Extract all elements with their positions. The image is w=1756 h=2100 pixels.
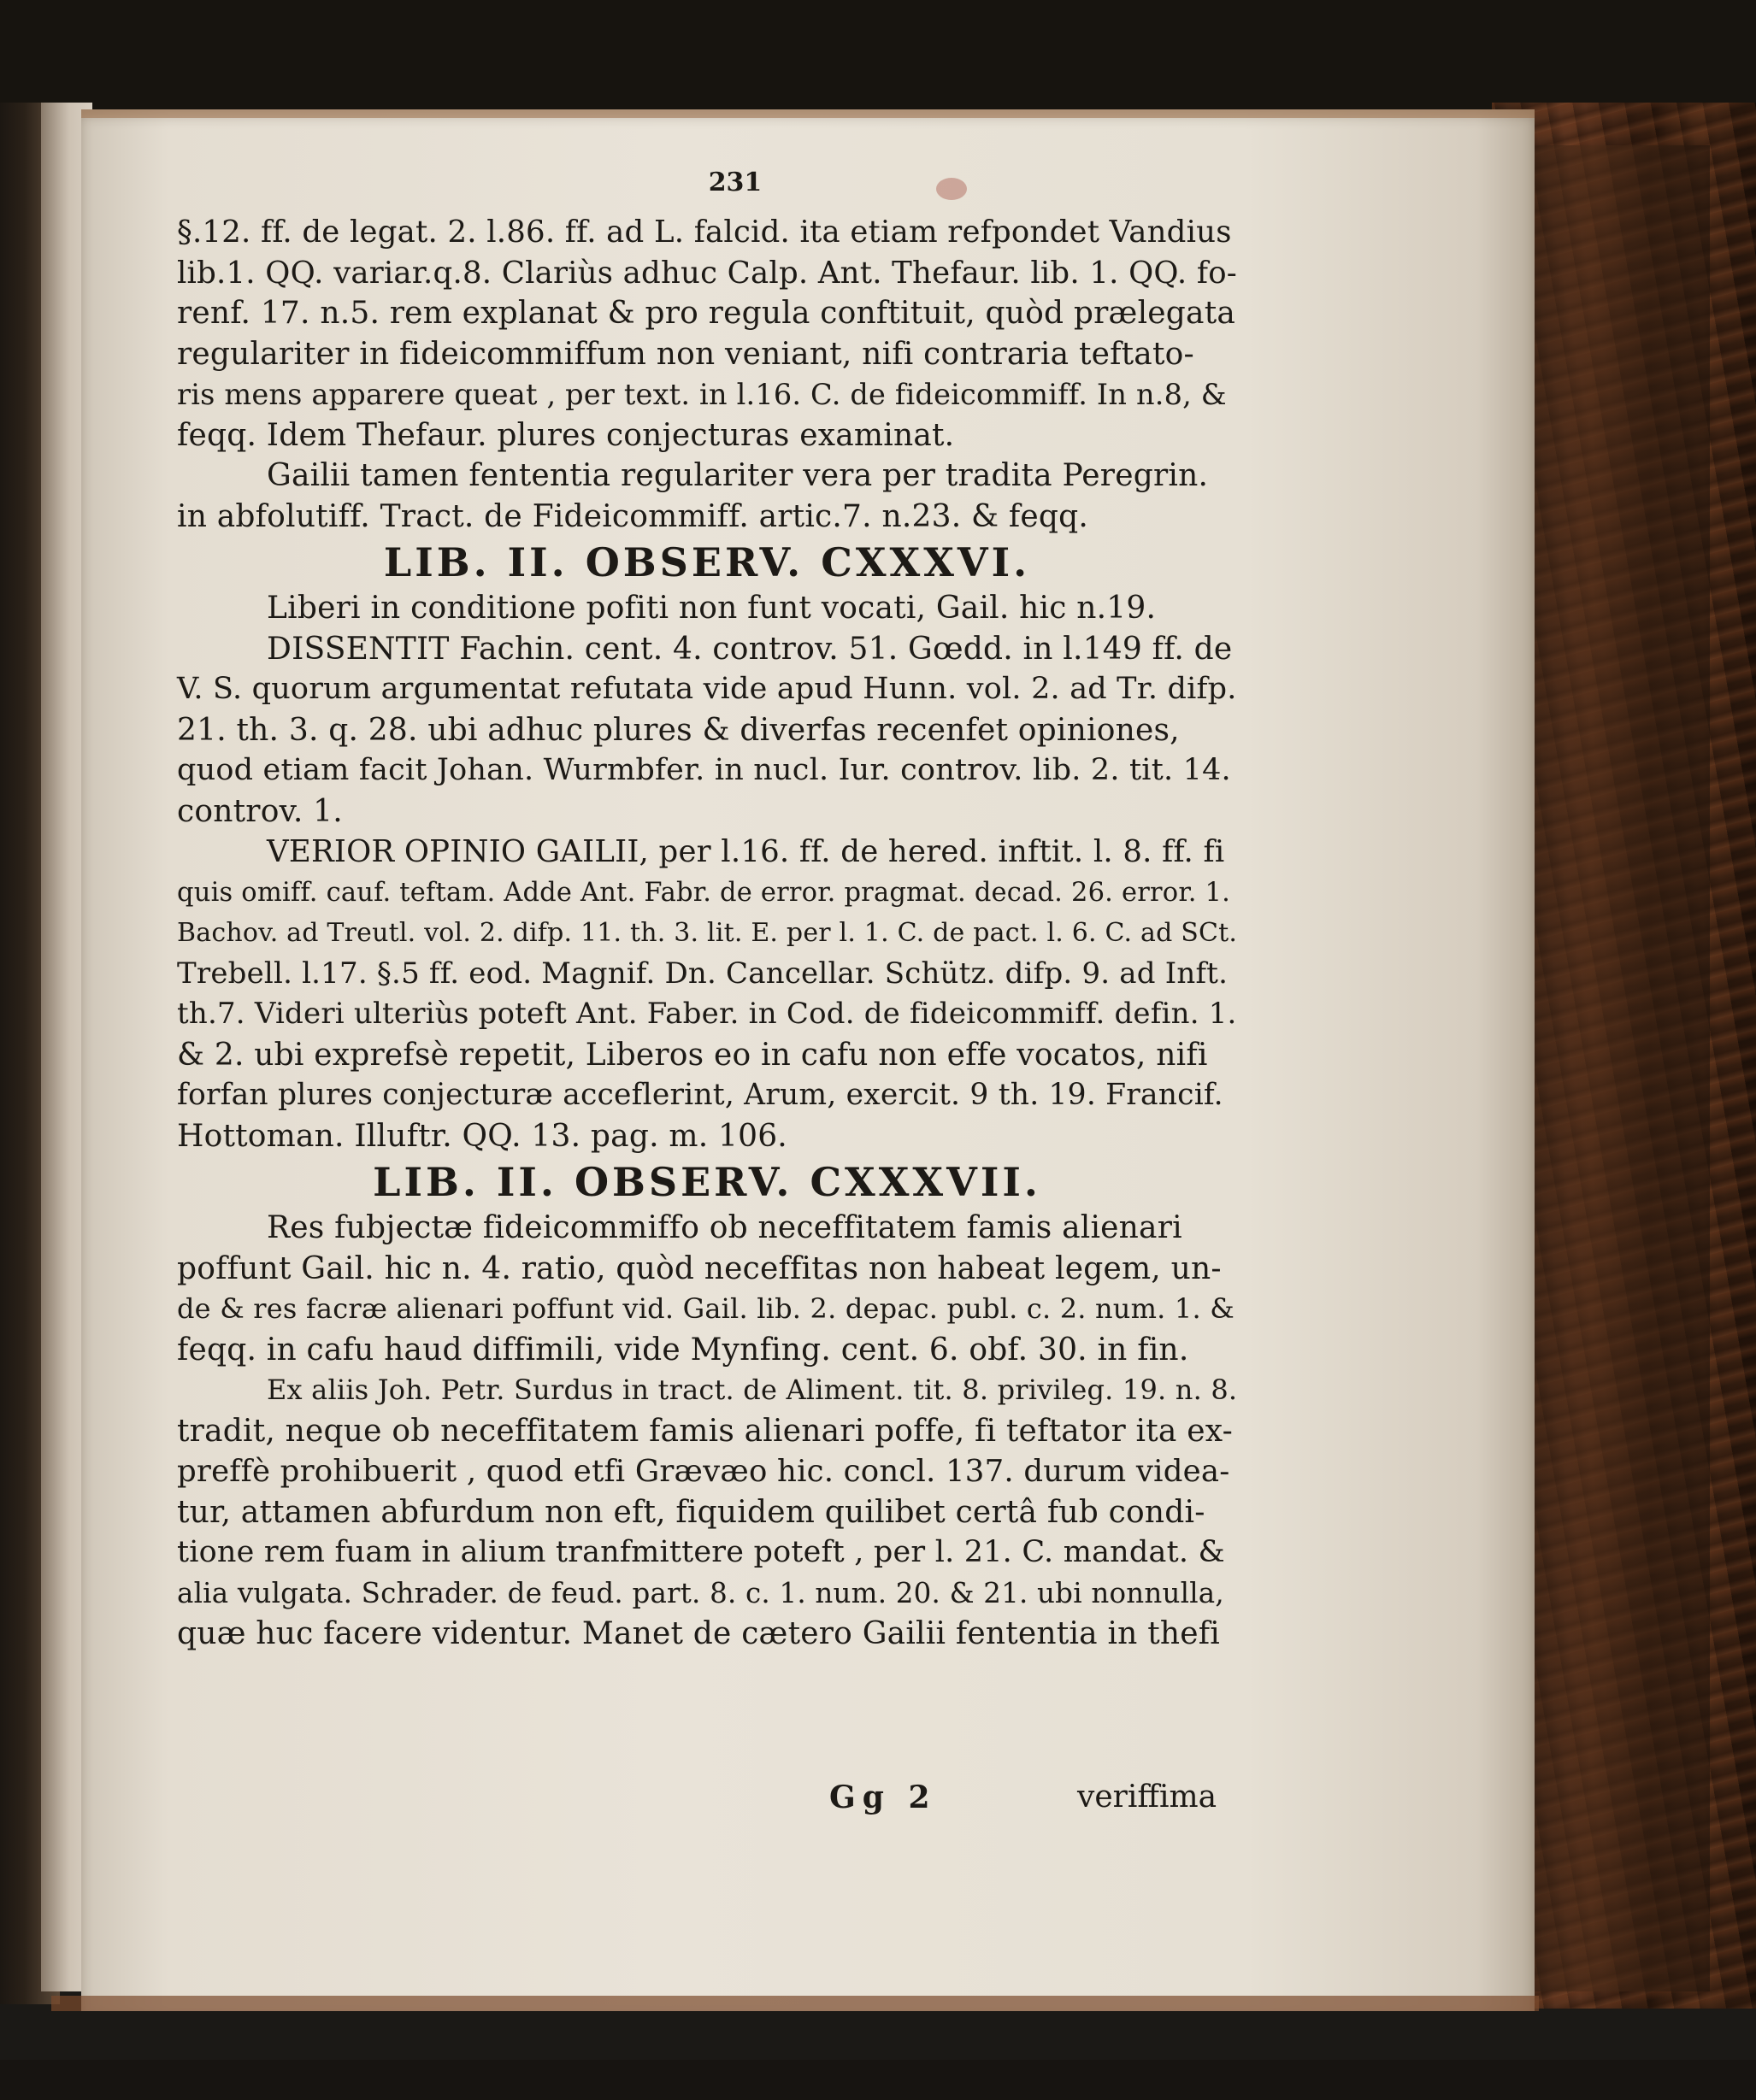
text-line: controv. 1. — [177, 793, 343, 829]
page-text — [177, 212, 1237, 1655]
text-line: Ex aliis Joh. Petr. Surdus in tract. de Aliment. tit. 8. privileg. 19. n. 8. — [267, 1374, 1238, 1406]
text-line: Trebell. l.17. §.5 ff. eod. Magnif. Dn. Cancellar. Schütz. difp. 9. ad Inft. — [177, 956, 1229, 991]
text-line: Gailii tamen fententia regulariter vera per tradita Peregrin. — [267, 458, 1209, 493]
text-line: V. S. quorum argumentat refutata vide apud Hunn. vol. 2. ad Tr. difp. — [177, 672, 1237, 706]
text-line: quæ huc facere videntur. Manet de cætero Gailii fententia in thefi — [177, 1616, 1221, 1651]
text-line: tione rem fuam in alium tranfmittere poteft , per l. 21. C. mandat. & — [177, 1535, 1225, 1569]
text-line: Res fubjectæ fideicommiffo ob neceffitatem famis alienari — [267, 1210, 1182, 1245]
background-bottom — [0, 2060, 1756, 2100]
page-number: 231 — [708, 168, 763, 197]
text-line: quis omiff. cauf. teftam. Adde Ant. Fabr. de error. pragmat. decad. 26. error. 1. — [177, 877, 1231, 908]
page-top-edge — [81, 109, 1535, 118]
text-line: th.7. Videri ulteriùs poteft Ant. Faber. in Cod. de fideicommiff. defin. 1. — [177, 997, 1237, 1031]
ink-stain — [936, 178, 967, 200]
text-line: tradit, neque ob neceffitatem famis alienari poffe, fi teftator ita ex- — [177, 1413, 1233, 1449]
text-line: poffunt Gail. hic n. 4. ratio, quòd neceffitas non habeat legem, un- — [177, 1250, 1222, 1286]
text-line: VERIOR OPINIO GAILII, per l.16. ff. de hered. inftit. l. 8. ff. fi — [267, 834, 1225, 869]
text-line: 21. th. 3. q. 28. ubi adhuc plures & diverfas recenfet opiniones, — [177, 712, 1180, 748]
text-line: Bachov. ad Treutl. vol. 2. difp. 11. th. 3. lit. E. per l. 1. C. de pact. l. 6. C. ad SCt. — [177, 918, 1238, 948]
cover-texture — [1513, 145, 1710, 1991]
text-line: alia vulgata. Schrader. de feud. part. 8. c. 1. num. 20. & 21. ubi nonnulla, — [177, 1576, 1224, 1609]
text-line: quod etiam facit Johan. Wurmbfer. in nucl. Iur. controv. lib. 2. tit. 14. — [177, 753, 1231, 787]
text-line: Liberi in conditione pofiti non funt vocati, Gail. hic n.19. — [267, 591, 1157, 626]
text-line: forfan plures conjecturæ acceflerint, Arum, exercit. 9 th. 19. Francif. — [177, 1078, 1223, 1112]
text-line: §.12. ff. de legat. 2. l.86. ff. ad L. falcid. ita etiam refpondet Vandius — [177, 215, 1232, 250]
signature-mark: Gg 2 — [829, 1779, 937, 1815]
page-bottom-edge — [51, 1996, 1539, 2011]
text-line: ris mens apparere queat , per text. in l.16. C. de fideicommiff. In n.8, & — [177, 378, 1227, 411]
text-line: & 2. ubi exprefsè repetit, Liberos eo in cafu non effe vocatos, nifi — [177, 1037, 1208, 1073]
text-line: feqq. Idem Thefaur. plures conjecturas examinat. — [177, 417, 955, 453]
text-line: tur, attamen abfurdum non eft, fiquidem quilibet certâ fub condi- — [177, 1494, 1205, 1530]
observation-heading: LIB. II. OBSERV. CXXXVI. — [383, 539, 1031, 585]
background-top — [0, 0, 1756, 111]
text-line: preffè prohibuerit , quod etfi Grævæo hic. concl. 137. durum videa- — [177, 1454, 1230, 1489]
text-line: de & res facræ alienari poffunt vid. Gail. lib. 2. depac. publ. c. 2. num. 1. & — [177, 1292, 1235, 1325]
text-line: Hottoman. Illuftr. QQ. 13. pag. m. 106. — [177, 1118, 787, 1154]
text-line: in abfolutiff. Tract. de Fideicommiff. artic.7. n.23. & feqq. — [177, 498, 1089, 534]
text-line: regulariter in fideicommiffum non veniant, nifi contraria teftato- — [177, 336, 1194, 372]
text-line: lib.1. QQ. variar.q.8. Clariùs adhuc Calp. Ant. Thefaur. lib. 1. QQ. fo- — [177, 255, 1237, 291]
text-line: renf. 17. n.5. rem explanat & pro regula conftituit, quòd prælegata — [177, 296, 1236, 331]
observation-heading: LIB. II. OBSERV. CXXXVII. — [373, 1159, 1041, 1205]
text-line: feqq. in cafu haud diffimili, vide Mynfing. cent. 6. obf. 30. in fin. — [177, 1332, 1189, 1368]
catchword: veriffima — [1077, 1779, 1217, 1815]
text-line: DISSENTIT Fachin. cent. 4. controv. 51. Gœdd. in l.149 ff. de — [267, 631, 1233, 667]
